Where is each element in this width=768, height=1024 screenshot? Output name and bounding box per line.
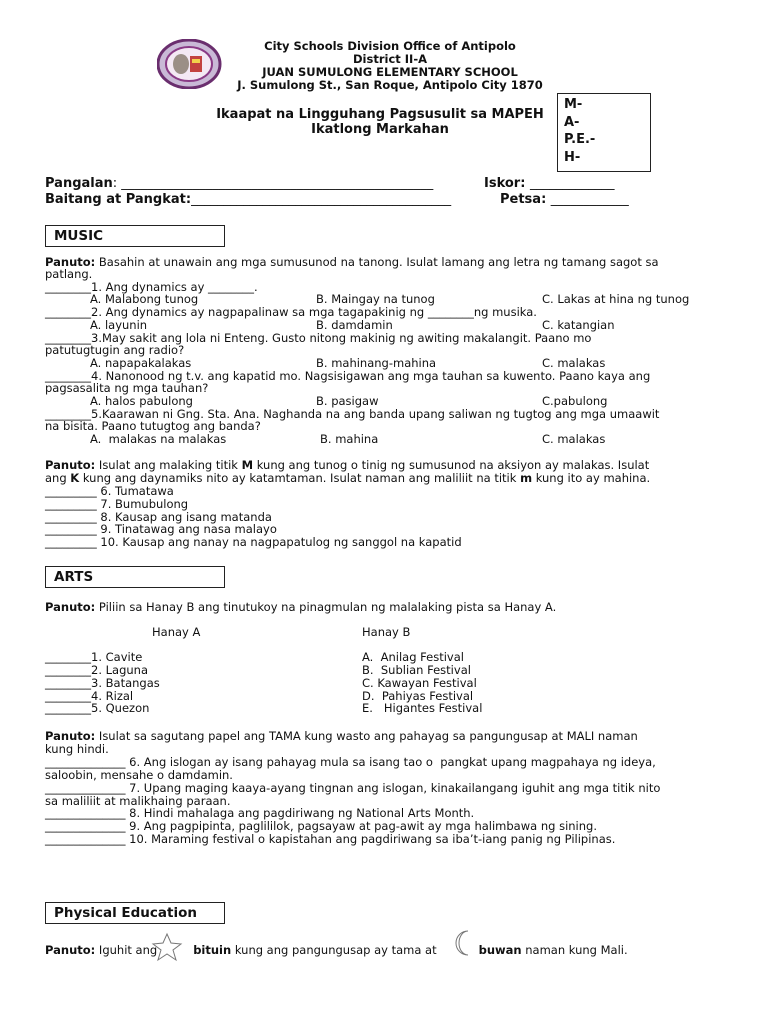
- music-instruction-2-cont: ang K kung ang daynamiks nito ay katamtaman. Isulat naman ang maliliit na titik m kung ito ay mahina.: [45, 471, 651, 485]
- exam-title-line2: Ikatlong Markahan: [311, 122, 449, 137]
- star-icon: [150, 932, 184, 962]
- score-music: M-: [564, 97, 583, 112]
- music-item-7: _________ 7. Bumubulong: [45, 497, 189, 511]
- section-pe-title: Physical Education: [45, 902, 225, 924]
- date-field[interactable]: ____________: [550, 192, 629, 207]
- music-q2-choice-b: B. damdamin: [316, 318, 393, 332]
- music-q3-cont: patutugtugin ang radio?: [45, 343, 185, 357]
- music-q5-choice-c: C. malakas: [542, 432, 606, 446]
- arts-instruction-1: Panuto: Piliin sa Hanay B ang tinutukoy na pinagmulan ng malalaking pista sa Hanay A.: [45, 600, 557, 614]
- pe-instruction: Panuto: Iguhit ang bituin kung ang pangungusap ay tama at buwan naman kung Mali.: [45, 943, 628, 957]
- grade-row: [45, 193, 451, 208]
- hanay-a-header: Hanay A: [152, 625, 201, 639]
- hanay-a-item: ________5. Quezon: [45, 701, 150, 715]
- name-row: [45, 177, 433, 192]
- hanay-a-item: ________1. Cavite: [45, 650, 143, 664]
- arts-instruction-2-cont: kung hindi.: [45, 742, 109, 756]
- music-item-8: _________ 8. Kausap ang isang matanda: [45, 510, 272, 524]
- score-pe: P.E.-: [564, 132, 596, 147]
- hanay-b-header: Hanay B: [362, 625, 411, 639]
- music-q3-choice-b: B. mahinang-mahina: [316, 356, 437, 370]
- date-row: [500, 193, 629, 208]
- section-arts-title: ARTS: [45, 566, 225, 588]
- name-label: Pangalan: [45, 176, 113, 191]
- music-q4-choice-b: B. pasigaw: [316, 394, 379, 408]
- arts-item-8: ______________ 8. Hindi mahalaga ang pagdiriwang ng National Arts Month.: [45, 806, 475, 820]
- hanay-b-item: A. Anilag Festival: [362, 650, 464, 664]
- music-instruction-1-cont: patlang.: [45, 267, 93, 281]
- school-address: J. Sumulong St., San Roque, Antipolo City 1870: [237, 78, 543, 92]
- moon-icon: [451, 928, 477, 958]
- music-q1-choice-b: B. Maingay na tunog: [316, 292, 435, 306]
- music-q2: ________2. Ang dynamics ay nagpapalinaw sa mga tagapakinig ng ________ng musika.: [45, 305, 537, 319]
- music-q5: ________5.Kaarawan ni Gng. Sta. Ana. Naghanda na ang banda upang saliwan ng tugtog ang mga umaawit: [45, 407, 660, 421]
- music-q4-choice-c: C.pabulong: [542, 394, 608, 408]
- music-q4: ________4. Nanonood ng t.v. ang kapatid mo. Nagsisigawan ang mga tauhan sa kuwento. Paano kaya ang: [45, 369, 651, 383]
- score-field[interactable]: _____________: [529, 176, 615, 191]
- music-instruction-1: Panuto: Basahin at unawain ang mga sumusunod na tanong. Isulat lamang ang letra ng tamang sagot sa: [45, 255, 659, 269]
- music-q5-cont: na bisita. Paano tutugtog ang banda?: [45, 419, 261, 433]
- hanay-b-item: B. Sublian Festival: [362, 663, 471, 677]
- hanay-b-item: D. Pahiyas Festival: [362, 689, 474, 703]
- music-q1: ________1. Ang dynamics ay ________.: [45, 280, 258, 294]
- music-q5-choice-b: B. mahina: [320, 432, 379, 446]
- arts-item-6-cont: saloobin, mensahe o damdamin.: [45, 768, 233, 782]
- name-field[interactable]: : ________________________________________________: [112, 176, 434, 191]
- arts-item-7: ______________ 7. Upang maging kaaya-ayang tingnan ang islogan, kinakailangang iguhit ang mga titik nito: [45, 781, 661, 795]
- arts-item-7-cont: sa maliliit at malikhaing paraan.: [45, 794, 231, 808]
- music-item-10: _________ 10. Kausap ang nanay na nagpapatulog ng sanggol na kapatid: [45, 535, 462, 549]
- grade-field[interactable]: ________________________________________: [191, 192, 452, 207]
- hanay-b-item: E. Higantes Festival: [362, 701, 483, 715]
- score-health: H-: [564, 149, 581, 165]
- hanay-a-item: ________4. Rizal: [45, 689, 134, 703]
- division-name: City Schools Division Office of Antipolo: [264, 39, 516, 53]
- music-q4-choice-a: A. halos pabulong: [90, 394, 193, 408]
- exam-title: [200, 107, 560, 137]
- music-q1-choice-c: C. Lakas at hina ng tunog: [542, 292, 690, 306]
- letterhead: [200, 40, 580, 92]
- music-item-9: _________ 9. Tinatawag ang nasa malayo: [45, 522, 277, 536]
- music-q5-choice-a: A. malakas na malakas: [90, 432, 227, 446]
- arts-item-9: ______________ 9. Ang pagpipinta, paglililok, pagsayaw at pag-awit ay mga halimbawa ng sining.: [45, 819, 597, 833]
- score-label: Iskor:: [484, 176, 530, 191]
- date-label: Petsa:: [500, 192, 551, 207]
- score-arts: A-: [564, 114, 580, 130]
- music-item-6: _________ 6. Tumatawa: [45, 484, 174, 498]
- music-q2-choice-a: A. layunin: [90, 318, 148, 332]
- music-q3-choice-a: A. napapakalakas: [90, 356, 192, 370]
- grade-label: Baitang at Pangkat:: [45, 192, 192, 207]
- music-q3: ________3.May sakit ang lola ni Enteng. Gusto nitong makinig ng awiting makalangit. Paano mo: [45, 331, 592, 345]
- exam-title-line1: Ikaapat na Lingguhang Pagsusulit sa MAPEH: [216, 107, 544, 122]
- music-q1-choice-a: A. Malabong tunog: [90, 292, 199, 306]
- music-instruction-2: Panuto: Isulat ang malaking titik M kung ang tunog o tinig ng sumusunod na aksiyon ay malakas. Isulat: [45, 458, 650, 472]
- arts-item-6: ______________ 6. Ang islogan ay isang pahayag mula sa isang tao o pangkat upang magpahaya ng ideya,: [45, 755, 656, 769]
- district-name: District II-A: [353, 52, 427, 66]
- music-q2-choice-c: C. katangian: [542, 318, 615, 332]
- score-row: [484, 177, 614, 192]
- school-name: JUAN SUMULONG ELEMENTARY SCHOOL: [262, 65, 518, 79]
- score-box: [557, 93, 651, 172]
- hanay-b-item: C. Kawayan Festival: [362, 676, 477, 690]
- section-music-title: MUSIC: [45, 225, 225, 247]
- music-q3-choice-c: C. malakas: [542, 356, 606, 370]
- arts-instruction-2: Panuto: Isulat sa sagutang papel ang TAMA kung wasto ang pahayag sa pangungusap at MALI naman: [45, 729, 638, 743]
- hanay-a-item: ________3. Batangas: [45, 676, 160, 690]
- hanay-a-item: ________2. Laguna: [45, 663, 149, 677]
- music-q4-cont: pagsasalita ng mga tauhan?: [45, 381, 209, 395]
- arts-item-10: ______________ 10. Maraming festival o kapistahan ang pagdiriwang sa iba’t-iang panig ng Pilipinas.: [45, 832, 616, 846]
